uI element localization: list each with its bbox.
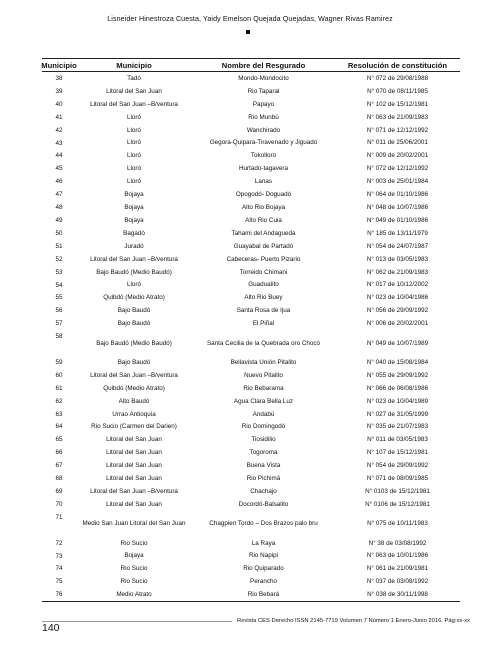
resolucion-cell: N° 075 de 10/11/1983	[367, 520, 428, 528]
resguardo-cell: Togoroma	[249, 449, 278, 457]
table-row	[42, 537, 460, 550]
page-number: 140	[42, 622, 60, 634]
row-number-cell: 51	[55, 242, 63, 250]
municipio-cell: Litoral del San Juan –B/ventura	[90, 255, 178, 263]
resolucion-cell: N° 054 de 24/07/1987	[366, 242, 429, 250]
footer-rule	[42, 621, 232, 622]
table-row	[42, 85, 460, 98]
municipio-cell: Bajo Baudó	[117, 320, 151, 328]
municipio-cell: Lloró	[126, 113, 141, 121]
row-number-cell: 40	[55, 100, 63, 108]
table-body	[42, 72, 460, 601]
row-number-cell: 61	[55, 384, 63, 392]
table-row	[42, 137, 460, 150]
resguardo-cell: Tiosidilio	[251, 436, 276, 444]
row-number-cell: 39	[55, 87, 63, 95]
municipio-cell: Lloró	[126, 178, 141, 186]
row-number-cell: 62	[55, 397, 63, 405]
resolucion-cell: N° 072 de 29/08/1988	[366, 74, 429, 82]
table-row	[42, 175, 460, 188]
resolucion-cell: N° 035 de 21/07/1983	[366, 423, 429, 431]
resguardo-cell: Andabú	[252, 410, 275, 418]
municipio-cell: Rio Sucio (Carmen del Darien)	[91, 423, 177, 431]
resolucion-cell: N° 049 de 10/07/1989	[366, 339, 429, 347]
resolucion-cell: N° 023 de 10/04/1989	[366, 397, 429, 405]
resguardo-cell: Lanas	[254, 178, 273, 186]
municipio-cell: Bajo Baudó (Medio Baudó)	[96, 339, 172, 347]
table-row	[42, 317, 460, 330]
resolucion-cell: N° 056 de 29/09/1992	[366, 307, 429, 315]
table-row	[42, 162, 460, 175]
table-row	[42, 408, 460, 421]
municipio-cell: Alto Baudó	[118, 397, 150, 405]
row-number-cell: 54	[55, 281, 63, 289]
running-head-authors: Lisneider Hinestroza Cuesta, Yaidy Emelson Quejada Quejadas, Wagner Rivas Ramirez	[107, 15, 393, 23]
resguardo-cell: Cabeceras- Puerto Pizario	[226, 255, 301, 263]
resguardo-cell: Gegora-Quipara-Tiravenado y Jiguado	[209, 139, 318, 147]
resguardo-cell: Papayo	[252, 100, 275, 108]
table-row	[42, 98, 460, 111]
table-row	[42, 111, 460, 124]
table-row	[42, 279, 460, 292]
municipio-cell: Bojaya	[124, 191, 144, 199]
resguardo-cell: Alto Rio Cuia	[245, 216, 282, 224]
resguardos-table	[42, 58, 460, 602]
municipio-cell: Bajo Baudó	[117, 358, 151, 366]
resguardo-cell: Tokolloro	[250, 152, 277, 160]
column-header-number: Municipio	[41, 60, 77, 70]
municipio-cell: Rio Sucio	[120, 539, 148, 547]
resolucion-cell: N° 071 de 12/12/1992	[366, 126, 429, 134]
resguardo-cell: Chachajo	[250, 487, 277, 495]
resolucion-cell: N° 006 de 20/02/2001	[366, 320, 429, 328]
resolucion-cell: N° 0103 de 15/12/1981	[365, 487, 430, 495]
resguardo-cell: Chagpien Tordo – Dos Brazos palo bru	[209, 520, 318, 528]
row-number-cell: 63	[55, 410, 63, 418]
municipio-cell: Medio San Juan Litoral del San Juan	[82, 520, 186, 528]
table-row	[42, 433, 460, 446]
resguardo-cell: Rio Bebará	[247, 591, 280, 599]
table-row	[42, 291, 460, 304]
resguardo-cell: Opogodó- Doguadó	[235, 191, 292, 199]
row-number-cell: 52	[55, 255, 63, 263]
row-number-cell: 48	[55, 204, 63, 212]
resguardo-cell: Rio Quiparado	[243, 565, 284, 573]
row-number-cell: 43	[55, 139, 63, 147]
table-row	[42, 369, 460, 382]
municipio-cell: Lloró	[126, 165, 141, 173]
row-number-cell: 42	[55, 126, 63, 134]
resguardo-cell: Santa Rosa de Ijua	[236, 307, 291, 315]
table-row	[42, 356, 460, 369]
table-row	[42, 304, 460, 317]
row-number-cell: 44	[55, 152, 63, 160]
municipio-cell: Rio Sucio	[120, 565, 148, 573]
table-row	[42, 395, 460, 408]
resolucion-cell: N° 040 de 15/08/1984	[366, 358, 429, 366]
municipio-cell: Lloró	[126, 152, 141, 160]
resolucion-cell: N° 048 de 10/07/1986	[366, 204, 429, 212]
resolucion-cell: N° 049 de 01/10/1986	[366, 216, 429, 224]
resguardo-cell: Alto Rio Buey	[244, 294, 283, 302]
resolucion-cell: N° 38 de 03/08/1992	[368, 539, 427, 547]
row-number-cell: 69	[55, 487, 63, 495]
municipio-cell: Bojaya	[124, 204, 144, 212]
row-number-cell: 65	[55, 436, 63, 444]
resguardo-cell: Torreido Chimani	[239, 268, 288, 276]
table-row	[42, 266, 460, 279]
municipio-cell: Bagadó	[123, 229, 145, 237]
row-number-cell: 58	[55, 333, 63, 341]
municipio-cell: Bojaya	[124, 216, 144, 224]
row-number-cell: 41	[55, 113, 63, 121]
resolucion-cell: N° 066 de 06/08/1986	[366, 384, 429, 392]
resolucion-cell: N° 071 de 08/09/1985	[366, 475, 429, 483]
municipio-cell: Bojaya	[124, 552, 144, 560]
resguardo-cell: Docordó-Balsalito	[238, 500, 289, 508]
row-number-cell: 72	[55, 539, 63, 547]
resolucion-cell: N° 009 de 20/02/2001	[366, 152, 429, 160]
resolucion-cell: N° 037 de 03/08/1992	[366, 578, 429, 586]
municipio-cell: Litoral del San Juan	[106, 475, 162, 483]
resguardo-cell: Rio Munbú	[248, 113, 279, 121]
table-row	[42, 382, 460, 395]
resolucion-cell: N° 011 de 03/05/1983	[367, 436, 428, 444]
municipio-cell: Juradó	[124, 242, 144, 250]
table-row	[42, 498, 460, 511]
table-row	[42, 330, 460, 356]
resolucion-cell: N° 064 de 01/10/1986	[366, 191, 429, 199]
resguardo-cell: Buena Vista	[246, 462, 281, 470]
municipio-cell: Rio Sucio	[120, 578, 148, 586]
resolucion-cell: N° 0106 de 15/12/1981	[365, 500, 430, 508]
row-number-cell: 50	[55, 229, 63, 237]
header-square-mark	[246, 30, 250, 34]
table-row	[42, 253, 460, 266]
resolucion-cell: N° 185 de 13/11/1979	[367, 229, 428, 237]
resguardo-cell: Hurtado-tagavera	[238, 165, 288, 173]
row-number-cell: 71	[55, 513, 63, 521]
row-number-cell: 67	[55, 462, 63, 470]
resguardo-cell: Mondo-Mondocito	[238, 74, 289, 82]
municipio-cell: Quibdó (Medio Atrato)	[103, 294, 165, 302]
municipio-cell: Litoral del San Juan	[106, 87, 162, 95]
row-number-cell: 60	[55, 371, 63, 379]
column-header-resolucion: Resolución de constitución	[347, 60, 448, 70]
resolucion-cell: N° 062 de 21/09/1983	[366, 268, 429, 276]
row-number-cell: 57	[55, 320, 63, 328]
resolucion-cell: N° 054 de 29/09/1992	[366, 462, 429, 470]
municipio-cell: Litoral del San Juan	[106, 462, 162, 470]
resolucion-cell: N° 061 de 21/09/1981	[366, 565, 429, 573]
row-number-cell: 74	[55, 565, 63, 573]
resolucion-cell: N° 102 de 15/12/1981	[366, 100, 429, 108]
municipio-cell: Urrao Antioquia	[112, 410, 156, 418]
table-row	[42, 511, 460, 537]
resolucion-cell: N° 017 de 10/12/2002	[366, 281, 429, 289]
resolucion-cell: N° 023 de 10/04/1986	[366, 294, 429, 302]
row-number-cell: 38	[55, 75, 63, 82]
row-number-cell: 68	[55, 475, 63, 483]
table-row	[42, 201, 460, 214]
resguardo-cell: Rio Pichimá	[246, 475, 281, 483]
resolucion-cell: N° 011 de 25/06/2001	[367, 139, 428, 147]
resguardo-cell: Rio Domingodó	[241, 423, 286, 431]
resguardo-cell: Rio Taparal	[247, 87, 280, 95]
row-number-cell: 47	[55, 191, 63, 199]
resguardo-cell: El Piñal	[252, 320, 275, 328]
row-number-cell: 45	[55, 165, 63, 173]
row-number-cell: 75	[55, 578, 63, 586]
table-row	[42, 227, 460, 240]
municipio-cell: Litoral del San Juan –B/ventura	[90, 100, 178, 108]
resguardo-cell: Rio Napipi	[248, 552, 279, 560]
resolucion-cell: N° 013 de 03/05/1983	[366, 255, 429, 263]
table-row	[42, 149, 460, 162]
row-number-cell: 73	[55, 552, 63, 560]
municipio-cell: Medio Atrato	[116, 591, 152, 599]
municipio-cell: Lloró	[126, 126, 141, 134]
resguardo-cell: Perancho	[250, 578, 277, 586]
resguardo-cell: Wanchirado	[246, 126, 281, 134]
column-header-resguardo: Nombre del Resgurado	[221, 60, 306, 70]
municipio-cell: Tadó	[127, 74, 141, 82]
row-number-cell: 56	[55, 307, 63, 315]
resguardo-cell: Bellavista Unión Pitalito	[230, 358, 297, 366]
resolucion-cell: N° 063 de 21/09/1983	[366, 113, 429, 121]
municipio-cell: Litoral del San Juan –B/ventura	[90, 371, 178, 379]
row-number-cell: 55	[55, 294, 63, 302]
municipio-cell: Bajo Baudó (Medio Baudó)	[96, 268, 172, 276]
table-row	[42, 588, 460, 601]
row-number-cell: 70	[55, 500, 63, 508]
table-row	[42, 124, 460, 137]
table-row	[42, 575, 460, 588]
resolucion-cell: N° 027 de 31/05/1999	[366, 410, 429, 418]
municipio-cell: Lloró	[126, 139, 141, 147]
table-row	[42, 562, 460, 575]
table-row	[42, 446, 460, 459]
resolucion-cell: N° 038 de 30/11/1998	[367, 591, 428, 599]
resguardo-cell: Alto Rio Bojaya	[241, 204, 286, 212]
resguardo-cell: Nuevo Pitalito	[244, 371, 283, 379]
resguardo-cell: Agua Clara Bella Luz	[233, 397, 294, 405]
row-number-cell: 53	[55, 268, 63, 276]
row-number-cell: 46	[55, 178, 63, 186]
table-row	[42, 214, 460, 227]
table-row	[42, 485, 460, 498]
municipio-cell: Litoral del San Juan	[106, 500, 162, 508]
table-row	[42, 550, 460, 563]
resolucion-cell: N° 070 de 08/11/1985	[367, 87, 428, 95]
resguardo-cell: Guayabal de Partadó	[233, 242, 294, 250]
row-number-cell: 49	[55, 216, 63, 224]
resolucion-cell: N° 072 de 12/12/1992	[366, 165, 429, 173]
row-number-cell: 59	[55, 358, 63, 366]
resolucion-cell: N° 063 de 10/01/1986	[366, 552, 429, 560]
column-header-municipio: Municipio	[116, 60, 152, 70]
table-header	[42, 59, 460, 72]
resolucion-cell: N° 003 de 25/01/1984	[366, 178, 429, 186]
resolucion-cell: N° 107 de 15/12/1981	[366, 449, 429, 457]
resguardo-cell: Guadualito	[248, 281, 279, 289]
table-row	[42, 459, 460, 472]
resolucion-cell: N° 055 de 29/09/1992	[366, 371, 429, 379]
table-row	[42, 188, 460, 201]
table-row	[42, 472, 460, 485]
resguardo-cell: Rio Bebarama	[243, 384, 284, 392]
table-row	[42, 420, 460, 433]
resguardo-cell: La Raya	[251, 539, 276, 547]
row-number-cell: 66	[55, 449, 63, 457]
table-row	[42, 72, 460, 85]
row-number-cell: 64	[55, 423, 63, 431]
table-row	[42, 240, 460, 253]
municipio-cell: Litoral del San Juan	[106, 436, 162, 444]
municipio-cell: Litoral del San Juan –B/ventura	[90, 487, 178, 495]
municipio-cell: Quibdó (Medio Atrato)	[103, 384, 165, 392]
municipio-cell: Lloró	[126, 281, 141, 289]
resguardo-cell: Tahami del Andagueda	[231, 229, 296, 237]
municipio-cell: Bajo Baudó	[117, 307, 151, 315]
municipio-cell: Litoral del San Juan	[106, 449, 162, 457]
journal-citation: Revista CES Derecho ISSN 2145-7719 Volumen 7 Número 1 Enero-Junio 2016. Pág:xx-xx	[237, 618, 470, 624]
resguardo-cell: Santa Cecilia de la Quebrada oro Chocó	[206, 339, 321, 347]
row-number-cell: 76	[55, 591, 63, 599]
